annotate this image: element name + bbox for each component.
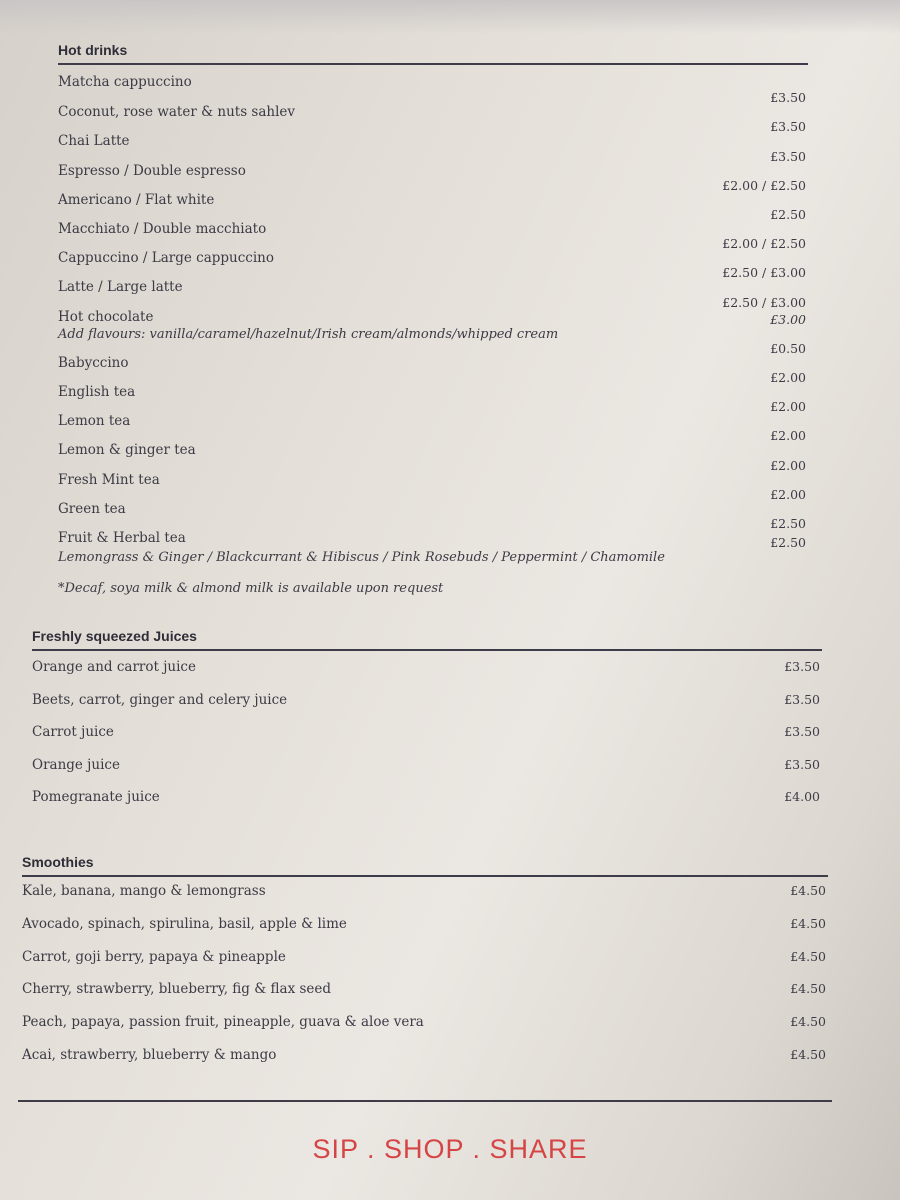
menu-item — [22, 981, 828, 1014]
menu-item — [58, 399, 808, 442]
juices-section — [32, 628, 822, 822]
tagline: SIP . SHOP . SHARE — [312, 1134, 588, 1164]
item-price: £2.00 — [770, 428, 806, 444]
item-price: £4.50 — [790, 915, 826, 931]
menu-item — [58, 119, 808, 162]
hot-drinks-title: Hot drinks — [58, 42, 808, 65]
menu-item — [58, 265, 808, 308]
item-name: Acai, strawberry, blueberry & mango — [22, 1046, 277, 1063]
item-price: £4.50 — [790, 883, 826, 898]
item-name: Coconut, rose water & nuts sahlev — [58, 104, 296, 121]
item-name: Kale, banana, mango & lemongrass — [22, 883, 266, 899]
hot-drinks-section — [58, 42, 808, 596]
menu-item — [32, 724, 822, 757]
menu-item — [22, 916, 828, 949]
item-price: £4.50 — [790, 981, 826, 997]
item-name: Orange and carrot juice — [32, 659, 196, 675]
footnote: *Decaf, soya milk & almond milk is available upon request — [58, 581, 444, 597]
menu-item — [58, 340, 808, 384]
item-name: Lemon & ginger tea — [58, 442, 196, 459]
item-price: £2.00 / £2.50 — [722, 236, 806, 252]
menu-item — [32, 659, 822, 692]
add-flavours-text: Add flavours: vanilla/caramel/hazelnut/Irish cream/almonds/whipped cream — [58, 326, 559, 342]
item-price: £2.50 — [770, 516, 806, 531]
item-price: £2.00 — [770, 457, 806, 473]
herbal-options: Lemongrass & Ginger / Blackcurrant & Hibiscus / Pink Rosebuds / Peppermint / Chamomile — [58, 550, 665, 566]
item-name: Macchiato / Double macchiato — [58, 220, 267, 237]
menu-item — [58, 370, 808, 413]
item-price: £3.50 — [784, 659, 820, 674]
item-price: £0.50 — [770, 340, 806, 356]
menu-item — [58, 75, 808, 104]
menu-item — [58, 486, 808, 530]
item-price: £2.00 / £2.50 — [722, 177, 806, 193]
item-name: Cherry, strawberry, blueberry, fig & flax seed — [22, 981, 332, 998]
item-price: £3.00 — [770, 311, 806, 327]
menu-item — [22, 1014, 828, 1047]
item-name: Matcha cappuccino — [58, 74, 192, 90]
item-price: £3.50 — [784, 691, 820, 707]
item-price: £4.00 — [784, 789, 820, 804]
menu-item — [58, 428, 808, 471]
menu-item — [58, 236, 808, 279]
menu-item — [58, 148, 808, 192]
item-name: Green tea — [58, 500, 126, 517]
item-name: Babyccino — [58, 354, 129, 371]
menu-item — [22, 1047, 828, 1080]
item-price: £2.00 — [770, 486, 806, 502]
item-name: Lemon tea — [58, 413, 131, 430]
item-price: £4.50 — [790, 948, 826, 964]
smoothies-title: Smoothies — [22, 854, 828, 877]
item-price: £2.50 — [770, 535, 806, 551]
item-price: £3.50 — [770, 90, 806, 106]
item-price: £2.50 — [770, 206, 806, 222]
item-price: £3.50 — [770, 119, 806, 135]
item-name: Carrot juice — [32, 724, 114, 740]
menu-item — [32, 789, 822, 822]
item-price: £2.50 / £3.00 — [722, 265, 806, 281]
item-name: Pomegranate juice — [32, 789, 160, 805]
item-name: Beets, carrot, ginger and celery juice — [32, 691, 288, 708]
item-name: Americano / Flat white — [58, 191, 215, 208]
item-name: Carrot, goji berry, papaya & pineapple — [22, 948, 286, 965]
item-name: Cappuccino / Large cappuccino — [58, 250, 274, 267]
item-price: £2.00 — [770, 399, 806, 415]
item-name: Hot chocolate — [58, 308, 154, 325]
menu-item — [22, 883, 828, 916]
menu-item — [58, 90, 808, 133]
item-price: £4.50 — [790, 1014, 826, 1030]
juices-title: Freshly squeezed Juices — [32, 628, 822, 651]
menu-item — [32, 692, 822, 725]
item-name: Orange juice — [32, 756, 120, 773]
item-price: £4.50 — [790, 1046, 826, 1062]
item-price: £2.50 / £3.00 — [722, 294, 806, 310]
item-name: Fruit & Herbal tea — [58, 530, 186, 546]
item-name: Peach, papaya, passion fruit, pineapple, guava & aloe vera — [22, 1014, 424, 1031]
item-name: Fresh Mint tea — [58, 471, 160, 488]
item-price: £2.00 — [770, 370, 806, 386]
item-name: English tea — [58, 384, 136, 401]
item-name: Espresso / Double espresso — [58, 162, 246, 179]
item-name: Avocado, spinach, spirulina, basil, apple & lime — [22, 915, 347, 932]
item-price: £3.50 — [784, 724, 820, 739]
item-price: £3.50 — [784, 756, 820, 772]
menu-item — [22, 949, 828, 982]
item-name: Latte / Large latte — [58, 279, 183, 296]
footer-divider — [18, 1100, 832, 1102]
smoothies-section — [22, 854, 828, 1080]
menu-item — [58, 457, 808, 501]
menu-item — [58, 206, 808, 250]
item-price: £3.50 — [770, 148, 806, 164]
menu-item — [58, 177, 808, 221]
item-name: Chai Latte — [58, 133, 130, 150]
menu-item — [32, 757, 822, 790]
